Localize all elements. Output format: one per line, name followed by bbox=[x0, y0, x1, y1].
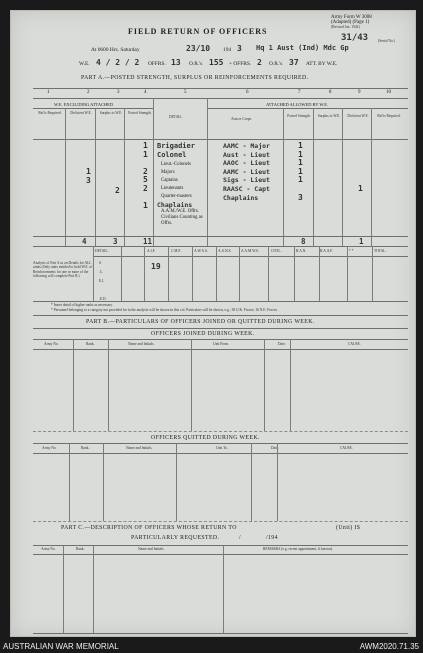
posted-2: 1 bbox=[143, 149, 148, 159]
joined-col-name: Name and Initials. bbox=[128, 342, 155, 346]
quitted-col-unit: Unit To. bbox=[216, 446, 228, 450]
col-num-3: 3 bbox=[117, 90, 120, 95]
quitted-header-rule bbox=[33, 453, 408, 454]
an-v1 bbox=[93, 246, 94, 301]
total-1: 4 bbox=[82, 237, 87, 246]
an-v5 bbox=[192, 246, 193, 301]
form-ref-line3: (Revised Jan. 1942) bbox=[331, 25, 360, 29]
ors-handwritten: 155 bbox=[209, 58, 224, 67]
att-posted-1: 1 bbox=[298, 141, 303, 150]
analysis-header-rule bbox=[93, 256, 408, 257]
posted-1: 1 bbox=[143, 141, 148, 150]
year-handwritten: 3 bbox=[237, 44, 242, 53]
attached-3: AAOC - Lieut bbox=[223, 159, 270, 168]
quitted-col-name: Name and Initials. bbox=[126, 446, 153, 450]
attached-4: AAMC - Lieut bbox=[223, 167, 270, 176]
serial-handwritten: 31/43 bbox=[341, 33, 369, 43]
posted-5: 5 bbox=[143, 175, 148, 185]
col-num-6: 6 bbox=[246, 90, 249, 95]
serial-label: (Serial No.) bbox=[378, 39, 395, 43]
an-v10 bbox=[319, 246, 320, 301]
joined-headers bbox=[33, 342, 408, 348]
form-ref-line1: Army Form W 3008 bbox=[331, 15, 372, 20]
hdr-deficient-right: Deficient W.E. bbox=[347, 114, 369, 118]
qv2 bbox=[103, 443, 104, 521]
attached-5: Sigs - Lieut bbox=[223, 176, 270, 185]
posted-6: 2 bbox=[143, 183, 148, 193]
an-row-2: .C. bbox=[99, 270, 104, 274]
part-c-heading: PART C.—DESCRIPTION OF OFFICERS WHOSE RETURN TO bbox=[61, 525, 237, 531]
quitted-col-date: Date. bbox=[271, 446, 279, 450]
rank-ltcol: Lieut.-Colonels bbox=[161, 162, 191, 167]
an-v8 bbox=[268, 246, 269, 301]
form-ref-line2: (Adapted) (Page 1) bbox=[331, 20, 370, 25]
col-numbers bbox=[33, 90, 408, 97]
vline-a4 bbox=[153, 98, 154, 246]
an-v11 bbox=[347, 246, 348, 301]
rank-captains: Captains bbox=[161, 178, 178, 183]
col-num-9: 9 bbox=[358, 90, 361, 95]
an-detail: DETAIL. bbox=[95, 249, 109, 253]
c-col-name: Name and Initials. bbox=[138, 547, 165, 551]
part-c-heading-rule bbox=[33, 545, 408, 546]
we-label: W.E. bbox=[79, 61, 90, 67]
an-v3 bbox=[144, 246, 145, 301]
hdr-refts-right: Ref'ts Required. bbox=[377, 114, 401, 118]
quitted-bottom-rule bbox=[33, 521, 408, 522]
attached-6: RAASC - Capt bbox=[223, 184, 270, 193]
hdr-surplus-left: Surplus to W.E. bbox=[99, 111, 123, 115]
jv5 bbox=[290, 339, 291, 431]
plus-offrs-label: + OFFRS. bbox=[229, 61, 252, 67]
analysis-headers bbox=[93, 249, 408, 255]
col-num-2: 2 bbox=[87, 90, 90, 95]
quitted-col-armyno: Army No. bbox=[42, 446, 57, 450]
an-total: TOTAL. bbox=[374, 249, 387, 253]
ors-label: O.R.'s bbox=[189, 61, 203, 67]
col-num-5: 5 bbox=[184, 90, 187, 95]
header-bottom-rule bbox=[33, 139, 408, 140]
joined-col-date: Date. bbox=[278, 342, 286, 346]
att-posted-2: 1 bbox=[298, 149, 303, 159]
we-excluding-label: W.E. EXCLUDING ATTACHED bbox=[54, 102, 113, 107]
joined-bottom-rule bbox=[33, 431, 408, 432]
total-bottom-rule bbox=[33, 246, 408, 247]
offrs-handwritten: 13 bbox=[171, 58, 181, 67]
total-row bbox=[33, 237, 408, 246]
rank-aam: A.A.M./W.E. Offrs. bbox=[161, 209, 199, 214]
an-aans: A.A.N.S. bbox=[218, 249, 232, 253]
at-line bbox=[91, 47, 140, 53]
analysis-bottom-rule bbox=[33, 301, 408, 302]
qv4 bbox=[251, 443, 252, 521]
attached-surplus-hw: 1 bbox=[358, 184, 363, 193]
cv2 bbox=[93, 545, 94, 633]
part-b-heading: PART B.—PARTICULARS OF OFFICERS JOINED OR QUITTED DURING WEEK. bbox=[86, 319, 315, 325]
an-row-4 bbox=[99, 286, 107, 295]
form-reference bbox=[331, 15, 372, 30]
an-v12 bbox=[372, 246, 373, 301]
hdr-posted-right: Posted Strength. bbox=[287, 114, 311, 118]
analysis-text: Analysis of Part A as on Details for ALL ranks (Only units entitled to hold W.E. of Reinforcements for one or more of the following will complete Part B.) bbox=[33, 261, 93, 279]
hdr-detail: DETAIL. bbox=[169, 115, 183, 119]
archive-footer bbox=[0, 641, 423, 653]
col-number-rule bbox=[33, 98, 408, 99]
total-2: 3 bbox=[113, 237, 118, 246]
hdr-posted-left: Posted Strength. bbox=[128, 111, 152, 115]
rank-brigadier-hw: Brigadier bbox=[157, 142, 195, 150]
rank-list bbox=[157, 161, 205, 227]
c-col-remarks: REMARKS (e.g. recent appointment, if known). bbox=[263, 547, 333, 551]
att-posted-4: 1 bbox=[298, 166, 303, 176]
ors2-label: O.R.'s bbox=[269, 61, 283, 67]
posted-4: 2 bbox=[143, 166, 148, 176]
an-row-5: .E.D. bbox=[99, 297, 107, 301]
c-col-rank: Rank. bbox=[76, 547, 85, 551]
date-handwritten: 23/10 bbox=[186, 44, 211, 53]
part-a-heading: PART A.—POSTED STRENGTH, SURPLUS OR REINFORCEMENTS REQUIRED. bbox=[81, 75, 309, 81]
vline-a6 bbox=[283, 108, 284, 246]
attached-posted-column bbox=[298, 142, 303, 202]
quitted-headers bbox=[33, 446, 408, 452]
an-row-3: E.I. bbox=[99, 279, 105, 283]
cv3 bbox=[223, 545, 224, 633]
qv1 bbox=[69, 443, 70, 521]
part-b-heading-rule bbox=[33, 328, 408, 329]
jv2 bbox=[108, 339, 109, 431]
part-c-unit-label: (Unit) IS bbox=[336, 525, 361, 531]
jv3 bbox=[191, 339, 192, 431]
joined-title-rule bbox=[33, 339, 408, 340]
att-label: ATT. BY W.E. bbox=[306, 61, 338, 67]
joined-col-rank: Rank. bbox=[86, 342, 95, 346]
an-raaf: R.A.A.F. bbox=[320, 249, 333, 253]
jv4 bbox=[264, 339, 265, 431]
rank-lieutenants: Lieutenants bbox=[161, 186, 184, 191]
unit-handwritten: Hq 1 Aust (Ind) Mdc Gp bbox=[256, 44, 349, 52]
part-c-heading2: PARTICULARLY REQUESTED. bbox=[131, 535, 220, 541]
vline-a9 bbox=[371, 108, 372, 246]
attached-list bbox=[223, 142, 270, 202]
footnote-1: * Insert detail of higher ranks as necessary. bbox=[51, 303, 113, 307]
joined-col-armyno: Army No. bbox=[44, 342, 59, 346]
att-posted-3: 1 bbox=[298, 158, 303, 168]
c-col-armyno: Army No. bbox=[41, 547, 56, 551]
att-posted-5: 1 bbox=[298, 175, 303, 185]
an-v7 bbox=[239, 246, 240, 301]
qv5 bbox=[277, 443, 278, 521]
col-num-7: 7 bbox=[298, 90, 301, 95]
total-10: 1 bbox=[359, 237, 364, 246]
aif-handwritten: 19 bbox=[151, 262, 161, 271]
vline-a5 bbox=[207, 98, 208, 246]
col-num-10: 10 bbox=[386, 90, 391, 95]
quitted-title-rule bbox=[33, 443, 408, 444]
joined-col-cause: CAUSE. bbox=[348, 342, 361, 346]
year-prefix: 194 bbox=[223, 47, 232, 53]
attached-7: Chaplains bbox=[223, 193, 259, 202]
surplus-hw: 2 bbox=[115, 186, 120, 195]
form-title: FIELD RETURN OF OFFICERS bbox=[128, 27, 268, 36]
att-posted-7: 3 bbox=[298, 192, 303, 202]
cv1 bbox=[63, 545, 64, 633]
rank-chaplains-hw: Chaplains bbox=[157, 201, 193, 209]
jv1 bbox=[73, 339, 74, 431]
deficient-hw-2: 3 bbox=[86, 176, 91, 185]
an-v9 bbox=[294, 246, 295, 301]
vline-a1 bbox=[65, 108, 66, 246]
an-cmf: C.M.F. bbox=[171, 249, 181, 253]
attached-1: AAMC - Major bbox=[223, 142, 270, 150]
an-row-1: S. bbox=[99, 261, 102, 265]
quitted-col-cause: CAUSE. bbox=[340, 446, 353, 450]
an-ran: R.A.N. bbox=[296, 249, 307, 253]
offrs-label: OFFRS. bbox=[148, 61, 166, 67]
quitted-title: OFFICERS QUITTED DURING WEEK. bbox=[151, 435, 260, 441]
analysis-row-labels bbox=[99, 259, 107, 304]
an-awas: A.W.A.S. bbox=[194, 249, 208, 253]
part-c-header-rule bbox=[33, 554, 408, 555]
an-v4 bbox=[168, 246, 169, 301]
footnote-2: * Personnel belonging to a category not provided for in the analysis will be shown in this col. Particulars will be shown, e.g., 38 U.K. Forces; 16 N.E. Forces. bbox=[51, 308, 278, 312]
col-num-8: 8 bbox=[329, 90, 332, 95]
group-rule-right bbox=[207, 108, 408, 109]
attached-2: Aust - Lieut bbox=[223, 150, 270, 159]
joined-title: OFFICERS JOINED DURING WEEK. bbox=[151, 331, 255, 337]
quitted-col-rank: Rank. bbox=[81, 446, 90, 450]
rank-majors: Majors bbox=[161, 170, 175, 175]
we-handwritten: 4 / 2 / 2 bbox=[96, 58, 140, 67]
footer-left: AUSTRALIAN WAR MEMORIAL bbox=[3, 642, 119, 651]
hdr-arm: Arm or Corps. bbox=[231, 117, 252, 121]
hdr-refts-left: Ref'ts Required. bbox=[38, 111, 62, 115]
at-line-label: At 0600 Hrs. Saturday bbox=[91, 47, 140, 53]
footer-right: AWM2020.71.35 bbox=[359, 642, 419, 651]
an-v2 bbox=[121, 246, 122, 301]
part-c-date-sep: / bbox=[239, 535, 242, 541]
total-3: 11 bbox=[143, 237, 153, 246]
part-c-bottom-rule bbox=[33, 633, 408, 634]
deficient-hw-1: 1 bbox=[86, 167, 91, 176]
posted-column bbox=[143, 142, 148, 211]
rank-civilians: Civilians Counting as Offrs. bbox=[161, 215, 203, 226]
part-c-headers bbox=[33, 547, 408, 553]
hdr-deficient-left: Deficient W.E. bbox=[70, 111, 92, 115]
vline-a7 bbox=[313, 108, 314, 246]
attached-allowed-label: ATTACHED ALLOWED BY W.E. bbox=[266, 102, 329, 107]
group-rule-left bbox=[33, 108, 153, 109]
posted-8: 1 bbox=[143, 201, 148, 211]
an-v6 bbox=[216, 246, 217, 301]
col-num-4: 4 bbox=[144, 90, 147, 95]
hdr-surplus-right: Surplus to W.E. bbox=[317, 114, 341, 118]
an-other: * * bbox=[349, 249, 354, 253]
part-c-year: /194 bbox=[266, 535, 278, 541]
an-civil: CIVIL. bbox=[271, 249, 282, 253]
rank-qm: Quarter-masters bbox=[161, 194, 192, 199]
vline-a2 bbox=[95, 108, 96, 246]
joined-col-unit: Unit From. bbox=[213, 342, 229, 346]
part-b-top-rule bbox=[33, 315, 408, 316]
table-top-rule bbox=[33, 88, 408, 89]
vline-a3 bbox=[124, 108, 125, 246]
an-aif: A.I.F. bbox=[147, 249, 156, 253]
total-8: 8 bbox=[301, 237, 306, 246]
ors2-handwritten: 37 bbox=[289, 58, 299, 67]
vline-a8 bbox=[342, 108, 343, 246]
qv3 bbox=[176, 443, 177, 521]
col-num-1: 1 bbox=[47, 90, 50, 95]
joined-header-rule bbox=[33, 349, 408, 350]
an-aamws: A.A.M.W.S. bbox=[241, 249, 259, 253]
plus-offrs-handwritten: 2 bbox=[257, 58, 262, 67]
form-sheet bbox=[10, 10, 416, 637]
rank-colonel-hw: Colonel bbox=[157, 151, 187, 159]
